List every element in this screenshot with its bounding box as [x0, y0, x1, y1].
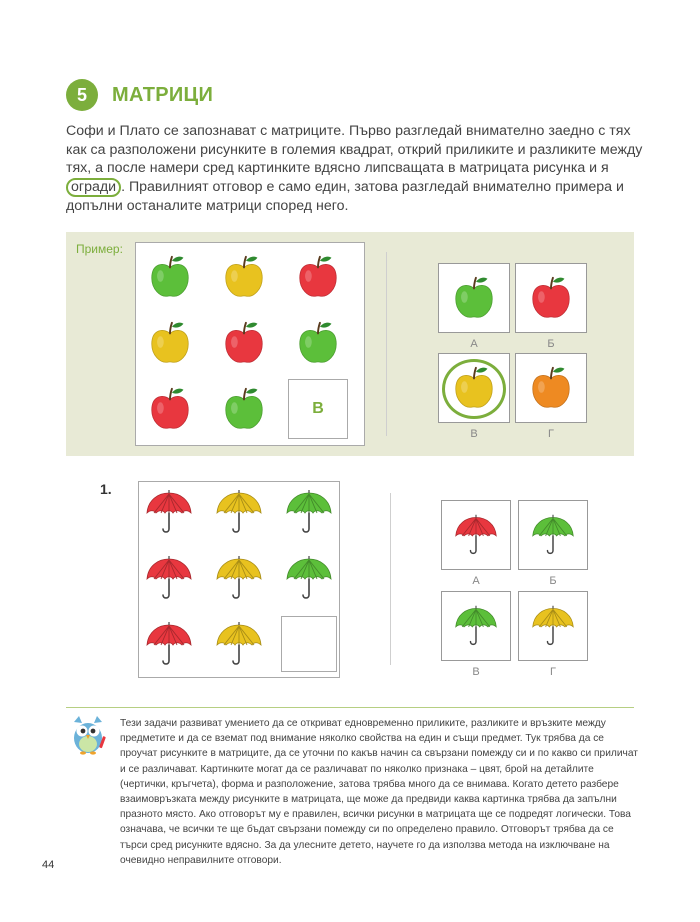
example-cell-green: [140, 247, 200, 307]
task1-cell-icon: [214, 487, 264, 537]
task1-option-3[interactable]: [441, 591, 511, 661]
task1-cell-green: [281, 550, 337, 606]
page-number: 44: [42, 859, 55, 871]
example-cell-icon: [220, 385, 268, 433]
example-cell-yellow: [140, 313, 200, 373]
example-option-label: Б: [547, 338, 555, 350]
task1-cell-red: [141, 616, 197, 672]
intro-text-start: Софи и Плато се запознават с матриците. Първо разгледай внимателно заедно с тях как са разположени рисунките в големия квадрат, открий приликите и разликите между тях, а после намери сред картинките вдясно липсващата в матрицата рисунка и я: [66, 123, 643, 177]
example-cell-green: [214, 379, 274, 439]
task1-option-label: В: [472, 666, 480, 678]
example-cell-red: [214, 313, 274, 373]
example-cell-icon: [220, 253, 268, 301]
task1-blank-cell[interactable]: [281, 616, 337, 672]
example-option-icon: [450, 274, 498, 322]
example-option-2[interactable]: [515, 263, 587, 333]
task1-option-icon: [530, 603, 576, 649]
example-option-4[interactable]: [515, 353, 587, 423]
task1-option-icon: [453, 512, 499, 558]
task1-cell-yellow: [211, 550, 267, 606]
task1-cell-icon: [144, 487, 194, 537]
task1-option-label: А: [472, 575, 480, 587]
example-cell-icon: [294, 253, 342, 301]
task-number: 1.: [100, 481, 112, 497]
task1-matrix: [138, 481, 340, 678]
example-option-icon: [527, 364, 575, 412]
section-number-badge: 5: [66, 79, 98, 111]
example-cell-red: [288, 247, 348, 307]
task1-option-4[interactable]: [518, 591, 588, 661]
task1-divider: [390, 493, 391, 665]
example-blank-cell[interactable]: [288, 379, 348, 439]
task1-option-label: Б: [549, 575, 557, 587]
example-cell-icon: [294, 319, 342, 367]
circled-word: огради: [66, 178, 121, 197]
example-cell-icon: [220, 319, 268, 367]
owl-mascot-icon: [66, 714, 110, 763]
intro-paragraph: [66, 122, 646, 215]
task1-option-1[interactable]: [441, 500, 511, 570]
task1-cell-icon: [144, 553, 194, 603]
task1-cell-yellow: [211, 484, 267, 540]
section-header: [66, 78, 213, 112]
task1-cell-icon: [214, 619, 264, 669]
task1-option-label: Г: [550, 666, 556, 678]
example-option-1[interactable]: [438, 263, 510, 333]
answer-circle: [442, 359, 506, 419]
task1-cell-red: [141, 484, 197, 540]
example-cell-green: [288, 313, 348, 373]
example-divider: [386, 252, 387, 436]
task1-option-icon: [453, 603, 499, 649]
note-divider: [66, 707, 634, 708]
task1-option-icon: [530, 512, 576, 558]
task1-cell-icon: [284, 553, 334, 603]
task1-cell-icon: [284, 487, 334, 537]
task1-option-2[interactable]: [518, 500, 588, 570]
example-label: Пример:: [76, 242, 123, 256]
example-cell-icon: [146, 319, 194, 367]
task1-cell-icon: [214, 553, 264, 603]
example-option-label: Г: [548, 428, 554, 440]
example-cell-yellow: [214, 247, 274, 307]
example-option-icon: [527, 274, 575, 322]
example-matrix: [135, 242, 365, 446]
example-cell-icon: [146, 385, 194, 433]
example-blank-answer-letter: В: [312, 400, 324, 417]
teacher-note: Тези задачи развиват умението да се откриват едновременно приликите, разликите и връзките между предметите и да се вземат под внимание няколко свойства на един и същи предмет. Тук трябва да се проучат рисунките в матриците, да се уточни по какъв начин са свързани помежду си и по какво си приличат и се различават. Картинките могат да се различават по няколко признака – цвят, брой на детайлите (чертички, кръгчета), форма и разположение, затова трябва много да се внимава. Когато детето разбере взаимовръзката между рисунките в матрицата, ще може да предвиди каква картинка трябва да запълни празното място. Ако отговорът му е правилен, всички рисунки в матрицата ще се подредят логически. Това означава, че всички те ще бъдат свързани помежду си по определено правило. Отговорът трябва да се търси сред рисунките вдясно. За да улесните детето, научете го да използва метода на изключване на очевидно неправилните отговори.: [120, 718, 638, 866]
example-cell-icon: [146, 253, 194, 301]
example-cell-red: [140, 379, 200, 439]
section-title: МАТРИЦИ: [112, 83, 214, 106]
intro-text-end: . Правилният отговор е само един, затова разгледай внимателно примера и допълни останалите матрици според него.: [66, 178, 624, 214]
task1-cell-yellow: [211, 616, 267, 672]
task1-cell-red: [141, 550, 197, 606]
example-option-label: А: [470, 338, 478, 350]
task1-cell-icon: [144, 619, 194, 669]
task1-cell-green: [281, 484, 337, 540]
example-option-label: В: [470, 428, 478, 440]
